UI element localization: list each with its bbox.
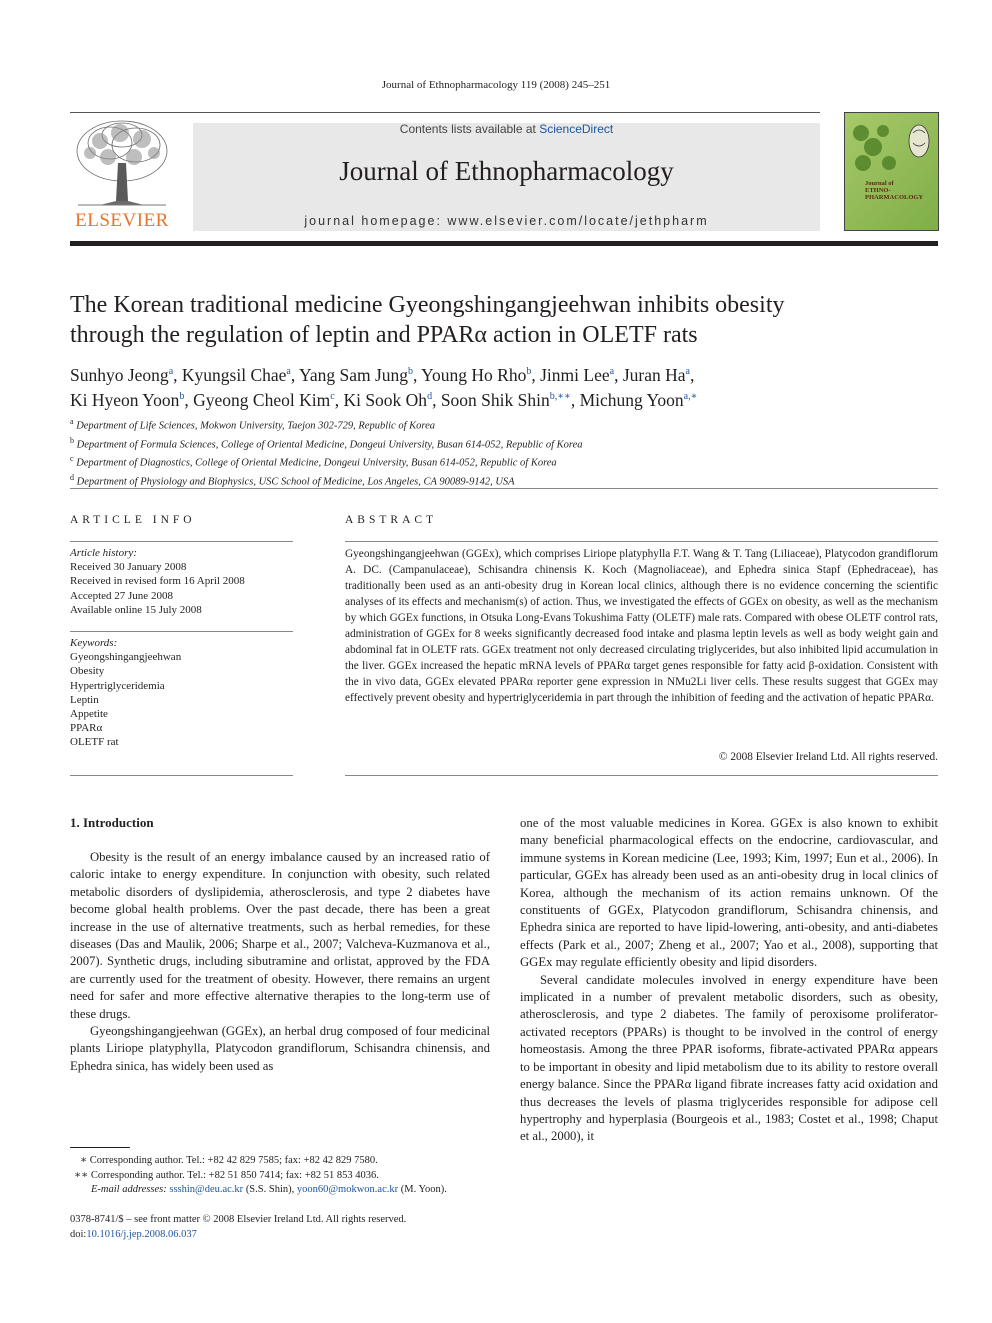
- email-label: E-mail addresses:: [91, 1184, 167, 1195]
- author[interactable]: [441, 390, 571, 410]
- author[interactable]: [70, 365, 173, 385]
- info-rule-2: [70, 631, 293, 632]
- keywords-label: Keywords:: [70, 637, 118, 649]
- author-name: Soon Shik Shin: [440, 389, 550, 410]
- contents-prefix: Contents lists available at: [399, 122, 540, 136]
- affil-text: Department of Diagnostics, College of Oriental Medicine, Dongeui University, Busan 614-052, Republic of Korea: [76, 457, 557, 469]
- author-name: Michung Yoon: [579, 389, 684, 410]
- affil-mark[interactable]: c: [330, 390, 335, 402]
- abstract-heading: ABSTRACT: [345, 514, 438, 526]
- doi-line: [70, 1228, 510, 1243]
- footnote-corresponding-1: ∗ Corresponding author. Tel.: +82 42 829 7585; fax: +82 42 829 7580.: [80, 1155, 378, 1166]
- affil-mark[interactable]: a,∗: [683, 390, 698, 402]
- author-name: Ki Hyeon Yoon: [70, 389, 180, 410]
- author[interactable]: [193, 390, 335, 410]
- author-name: Yang Sam Jung: [298, 364, 409, 385]
- affil-text: Department of Life Sciences, Mokwon University, Taejon 302-729, Republic of Korea: [76, 420, 435, 432]
- author[interactable]: [70, 390, 184, 410]
- email-owner: (S.S. Shin),: [245, 1184, 295, 1195]
- journal-homepage[interactable]: journal homepage: www.elsevier.com/locate/jethpharm: [304, 214, 709, 228]
- title-line-2: through the regulation of leptin and PPARα action in OLETF rats: [70, 322, 698, 348]
- body-right-column: [520, 815, 938, 1146]
- abstract-text: Gyeongshingangjeehwan (GGEx), which comprises Liriope platyphylla F.T. Wang & T. Tang (Liliaceae), Platycodon grandiflorum A. DC. (Campanulaceae), Schisandra chinensis K. Koch (Magnoliaceae), and Ephedra sinica Stapf (Ephedraceae), has traditionally been used as an anti-obesity drug in Korean local clinics, although there is no evidence concerning the scientific analyses of its effects and mechanism(s) of action. Thus, we investigated the effects of GGEx on obesity, as well as the mechanism by which GGEx functions, in Otsuka Long-Evans Tokushima Fatty (OLETF) male rats. Compared with obese OLETF control rats, administration of GGEx for 8 weeks significantly decreased food intake and plasma leptin levels as well as body weight gain and abdominal fat in OLETF rats. GGEx treatment not only decreased circulating triglycerides, but also inhibited lipid accumulation in the liver. GGEx increased the hepatic mRNA levels of PPARα target genes responsible for fatty acid β-oxidation. Consistent with the in vivo data, GGEx elevated PPARα reporter gene expression in NMu2Li liver cells. These results suggest that GGEx may effectively prevent obesity and hypertriglyceridemia in part through the inhibition of feeding and the activation of hepatic PPARα.: [345, 548, 938, 704]
- affil-text: Department of Formula Sciences, College of Oriental Medicine, Dongeui University, Busan 614-052, Republic of Korea: [76, 439, 583, 450]
- footnote-corresponding-2: ∗∗ Corresponding author. Tel.: +82 51 850 7414; fax: +82 51 853 4036.: [74, 1169, 379, 1181]
- affiliation: [70, 415, 930, 434]
- footnote-rule: [70, 1147, 130, 1148]
- affil-mark[interactable]: b: [179, 390, 185, 402]
- title-line-1: The Korean traditional medicine Gyeongshingangjeehwan inhibits obesity: [70, 292, 785, 318]
- publisher-name: ELSEVIER: [75, 210, 169, 231]
- affiliation: [70, 434, 930, 453]
- cover-line-2: ETHNO-: [865, 187, 891, 194]
- cover-line-1: Journal of: [865, 180, 894, 187]
- elsevier-logo[interactable]: [70, 113, 174, 231]
- history-revised: Received in revised form 16 April 2008: [70, 575, 245, 588]
- body-left-column: [70, 849, 490, 1075]
- header-rule: [70, 112, 820, 113]
- affil-mark[interactable]: b,∗∗: [549, 390, 571, 402]
- keywords: [70, 636, 293, 750]
- journal-citation: Journal of Ethnopharmacology 119 (2008) 245–251: [381, 79, 611, 91]
- affiliation: [70, 452, 930, 471]
- keyword: Gyeongshingangjeehwan: [70, 651, 182, 664]
- keyword: OLETF rat: [70, 736, 119, 749]
- keyword: Appetite: [70, 708, 108, 721]
- email-link[interactable]: ssshin@deu.ac.kr: [169, 1184, 244, 1195]
- doi-label: doi:: [70, 1228, 87, 1240]
- paragraph: Gyeongshingangjeehwan (GGEx), an herbal drug composed of four medicinal plants Liriope platyphylla, Platycodon grandiflorum, Schisandra chinensis, and Ephedra sinica, has widely been used as: [70, 1024, 490, 1073]
- abstract-rule: [345, 541, 938, 542]
- paragraph: Obesity is the result of an energy imbalance caused by an increased ratio of caloric intake to energy expenditure. In conjunction with obesity, such related metabolic disorders of dyslipidemia, atherosclerosis, and type 2 diabetes have become global health problems. Over the past decade, there has been a great increase in the use of alternative treatments, such as herbal remedies, for these diseases (Das and Maulik, 2006; Sharpe et al., 2007; Valcheva-Kuzmanova et al., 2007). Synthetic drugs, including sibutramine and orlistat, approved by the FDA are currently used for the treatment of obesity. However, there remains an urgent need for safer and more effective alternative therapies to the long-term use of these drugs.: [70, 850, 490, 1021]
- doi-link[interactable]: 10.1016/j.jep.2008.06.037: [86, 1228, 197, 1240]
- affil-mark[interactable]: a: [685, 366, 690, 377]
- sciencedirect-link[interactable]: ScienceDirect: [539, 122, 614, 136]
- author-list: [70, 361, 930, 411]
- info-rule-3: [70, 775, 293, 776]
- issn-line: 0378-8741/$ – see front matter © 2008 Elsevier Ireland Ltd. All rights reserved.: [70, 1214, 407, 1225]
- cover-line-3: PHARMACOLOGY: [865, 194, 924, 201]
- page-footer: [70, 1213, 510, 1242]
- keyword: Obesity: [70, 665, 105, 678]
- info-rule-1: [70, 541, 293, 542]
- paragraph: one of the most valuable medicines in Korea. GGEx is also known to exhibit many beneficial pharmacological effects on the endocrine, cardiovascular, and immune systems in Korean medicine (Lee, 1993; Kim, 1997; Eun et al., 2006). In particular, GGEx has already been used as an anti-obesity drug in local clinics of Korea, although the mechanism of its action remains unknown. Of the constituents of GGEx, Platycodon grandiflorum, Schisandra chinensis, and Ephedra sinica are reported to have lipid-lowering, anti-obesity, and anti-diabetes effects (Park et al., 2007; Zheng et al., 2007; Yao et al., 2008), supporting that GGEx may regulate efficiently obesity and lipid disorders.: [520, 816, 938, 970]
- author[interactable]: [182, 365, 291, 385]
- cover-plant-icon: [849, 119, 935, 179]
- author-name: Young Ho Rho: [421, 364, 527, 385]
- affil-mark[interactable]: a: [168, 366, 174, 377]
- author[interactable]: [343, 390, 432, 410]
- authors-line-2: Ki Hyeon Yoon$^b$, Gyeong Cheol Kim$^c$, Ki Sook Oh$^d$, Soon Shik Shin$^{b,∗∗}$, Michung Yoon$^{a,∗}$: [70, 389, 698, 410]
- affil-label: a: [70, 417, 74, 426]
- author-name: Sunhyo Jeong: [70, 364, 169, 385]
- keyword: PPARα: [70, 722, 103, 735]
- affil-mark[interactable]: b: [526, 366, 532, 377]
- copyright: © 2008 Elsevier Ireland Ltd. All rights reserved.: [718, 751, 938, 763]
- author[interactable]: [623, 365, 690, 385]
- cover-title: [865, 180, 923, 201]
- author[interactable]: [580, 390, 698, 410]
- history-accepted: Accepted 27 June 2008: [70, 589, 173, 602]
- affil-label: c: [70, 454, 74, 463]
- author-name: Gyeong Cheol Kim: [193, 389, 331, 410]
- affil-divider: [70, 488, 938, 489]
- affiliation: [70, 471, 930, 490]
- history-online: Available online 15 July 2008: [70, 603, 202, 616]
- header-divider: [70, 241, 938, 246]
- author-name: Ki Sook Oh: [343, 389, 428, 410]
- author[interactable]: [421, 365, 531, 385]
- email-owner: (M. Yoon).: [400, 1184, 447, 1195]
- affil-mark[interactable]: a: [609, 366, 615, 377]
- author-name: Juran Ha: [622, 364, 686, 385]
- affil-label: d: [70, 472, 74, 482]
- section-heading: 1. Introduction: [70, 815, 154, 830]
- journal-title: Journal of Ethnopharmacology: [339, 156, 674, 186]
- article-info-heading: ARTICLE INFO: [70, 514, 196, 526]
- affil-text: Department of Physiology and Biophysics, USC School of Medicine, Los Angeles, CA 90089-9142, USA: [76, 476, 515, 487]
- keyword: Leptin: [70, 693, 99, 706]
- email-link[interactable]: yoon60@mokwon.ac.kr: [296, 1184, 399, 1195]
- paragraph: Several candidate molecules involved in energy expenditure have been implicated in a number of prevalent metabolic disorders, such as obesity, atherosclerosis, and type 2 diabetes. The family of peroxisome proliferator-activated receptors (PPARs) is thought to be involved in the control of energy homeostasis. Among the three PPAR isoforms, fibrate-activated PPARα appears to be important in obesity and lipid metabolism due to its ability to restore overall energy balance. Since the PPARα ligand fibrate increases fatty acid oxidation and thus decreases the levels of plasma triglycerides responsible for adipose cell hypertrophy and hyperplasia (Bourgeois et al., 1983; Costet et al., 1998; Chaput et al., 2000), it: [520, 972, 938, 1144]
- journal-cover[interactable]: [844, 112, 939, 231]
- author-name: Jinmi Lee: [540, 364, 610, 385]
- article-title: [70, 290, 930, 350]
- authors-line-1: Sunhyo Jeong$^a$, Kyungsil Chae$^a$, Yang Sam Jung$^b$, Young Ho Rho$^b$, Jinmi Lee$^a$, Juran Ha$^a$,: [70, 364, 695, 385]
- abstract-bottom-rule: [345, 775, 938, 776]
- affil-mark[interactable]: d: [427, 390, 433, 402]
- history-received: Received 30 January 2008: [70, 561, 187, 574]
- affil-label: b: [70, 435, 74, 445]
- affil-mark[interactable]: a: [286, 366, 291, 377]
- author[interactable]: [540, 365, 614, 385]
- footnotes: [70, 1154, 510, 1198]
- contents-line: [193, 122, 820, 136]
- footnote-emails: [70, 1183, 510, 1198]
- keyword: Hypertriglyceridemia: [70, 679, 165, 692]
- article-history: [70, 546, 293, 617]
- history-label: Article history:: [70, 547, 137, 559]
- author-name: Kyungsil Chae: [181, 364, 287, 385]
- affil-mark[interactable]: b: [408, 366, 414, 377]
- affiliations: [70, 415, 930, 489]
- author[interactable]: [299, 365, 413, 385]
